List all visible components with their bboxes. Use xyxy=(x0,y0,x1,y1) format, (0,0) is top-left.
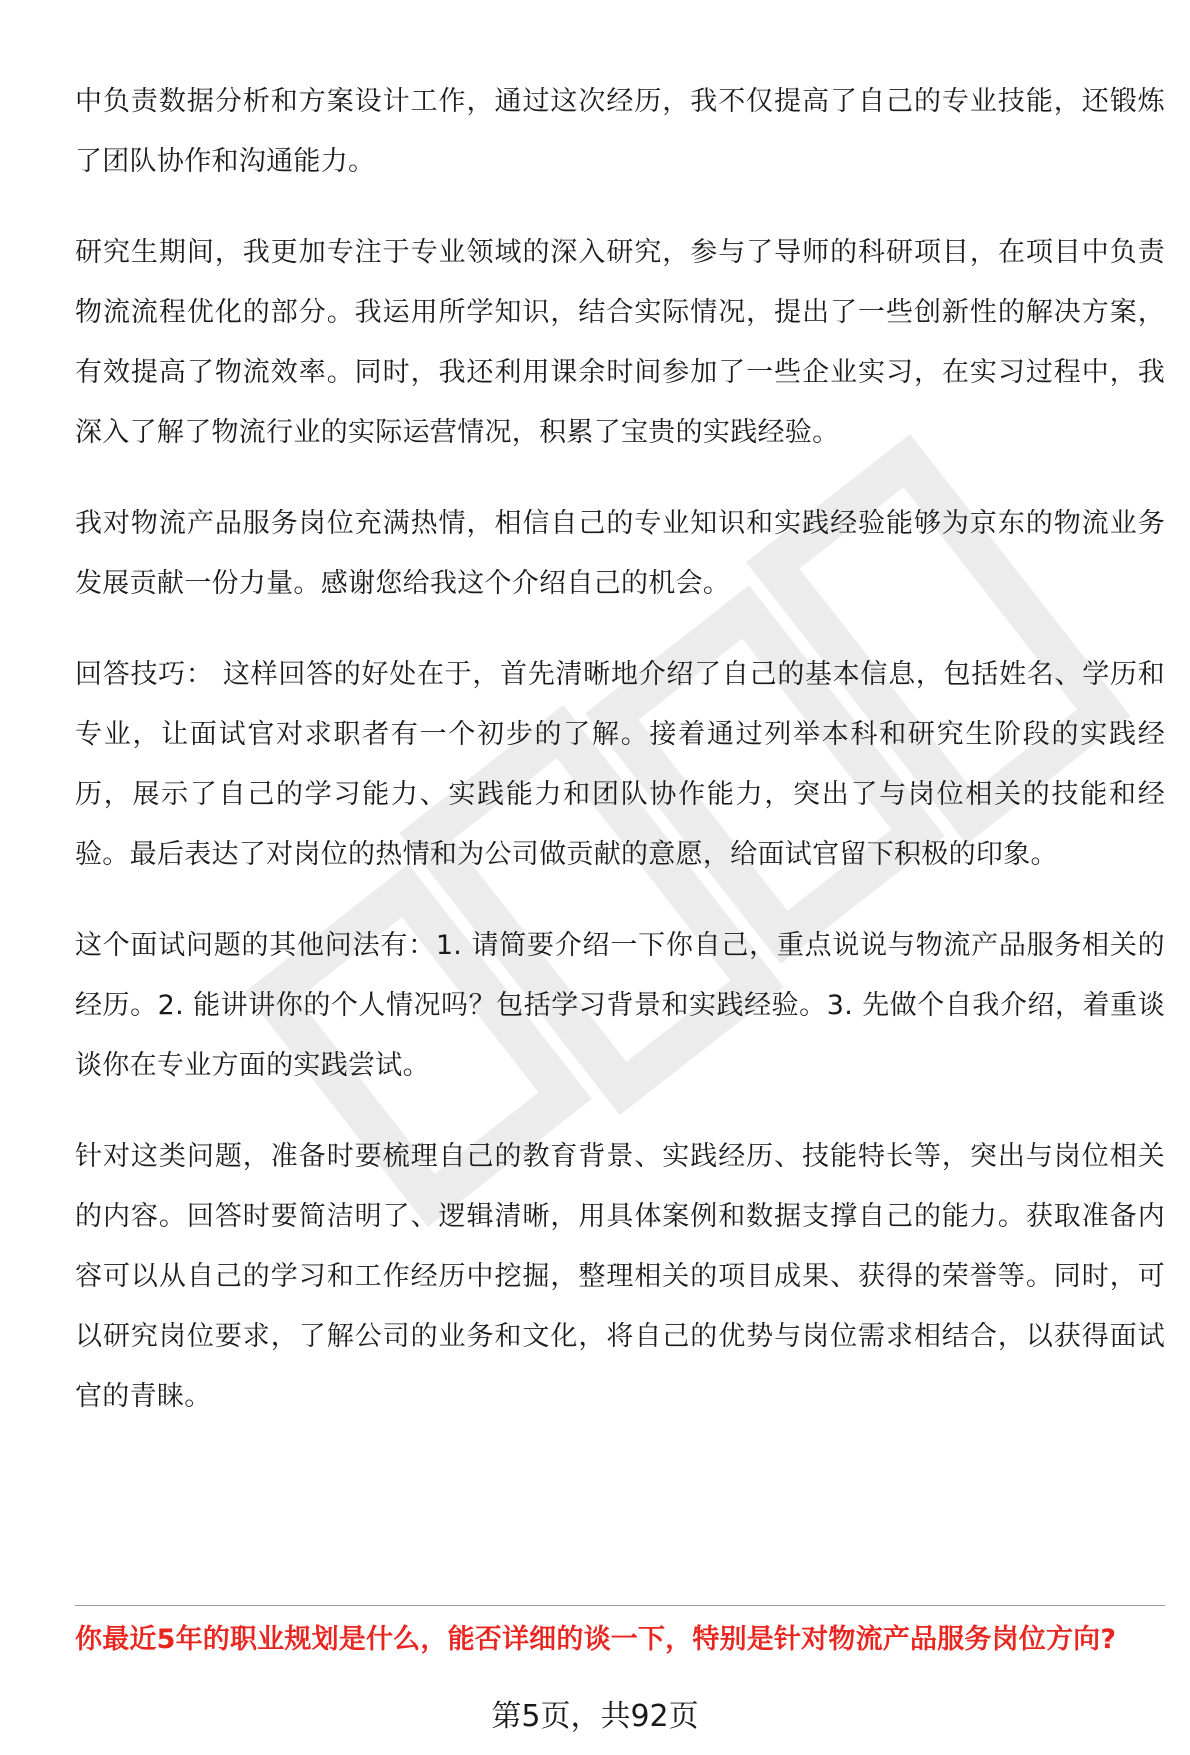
page-indicator: 第5页，共92页 xyxy=(491,1699,699,1734)
paragraph-preparation-advice: 针对这类问题，准备时要梳理自己的教育背景、实践经历、技能特长等，突出与岗位相关的内容。回答时要简洁明了、逻辑清晰，用具体案例和数据支撑自己的能力。获取准备内容可以从自己的学习和工作经历中挖掘，整理相关的项目成果、获得的荣誉等。同时，可以研究岗位要求，了解公司的业务和文化，将自己的优势与岗位需求相结合，以获得面试官的青睐。 xyxy=(75,1141,1165,1412)
paragraph-motivation: 我对物流产品服务岗位充满热情，相信自己的专业知识和实践经验能够为京东的物流业务发展贡献一份力量。感谢您给我这个介绍自己的机会。 xyxy=(75,508,1165,599)
paragraph-project-experience: 中负责数据分析和方案设计工作，通过这次经历，我不仅提高了自己的专业技能，还锻炼了团队协作和沟通能力。 xyxy=(75,86,1165,177)
paragraph-answer-tips: 回答技巧： 这样回答的好处在于，首先清晰地介绍了自己的基本信息，包括姓名、学历和专业，让面试官对求职者有一个初步的了解。接着通过列举本科和研究生阶段的实践经历，展示了自己的学习能力、实践能力和团队协作能力，突出了与岗位相关的技能和经验。最后表达了对岗位的热情和为公司做贡献的意愿，给面试官留下积极的印象。 xyxy=(75,659,1165,870)
next-interview-question: 你最近5年的职业规划是什么，能否详细的谈一下，特别是针对物流产品服务岗位方向? xyxy=(75,1624,1117,1655)
paragraph-graduate-study: 研究生期间，我更加专注于专业领域的深入研究，参与了导师的科研项目，在项目中负责物流流程优化的部分。我运用所学知识，结合实际情况，提出了一些创新性的解决方案，有效提高了物流效率。同时，我还利用课余时间参加了一些企业实习，在实习过程中，我深入了解了物流行业的实际运营情况，积累了宝贵的实践经验。 xyxy=(75,237,1165,448)
section-divider xyxy=(75,1605,1165,1606)
paragraph-alternative-questions: 这个面试问题的其他问法有：1. 请简要介绍一下你自己，重点说说与物流产品服务相关的经历。2. 能讲讲你的个人情况吗？包括学习背景和实践经验。3. 先做个自我介绍，着重谈谈你在专业方面的实践尝试。 xyxy=(75,930,1165,1081)
document-body xyxy=(75,72,1165,1458)
